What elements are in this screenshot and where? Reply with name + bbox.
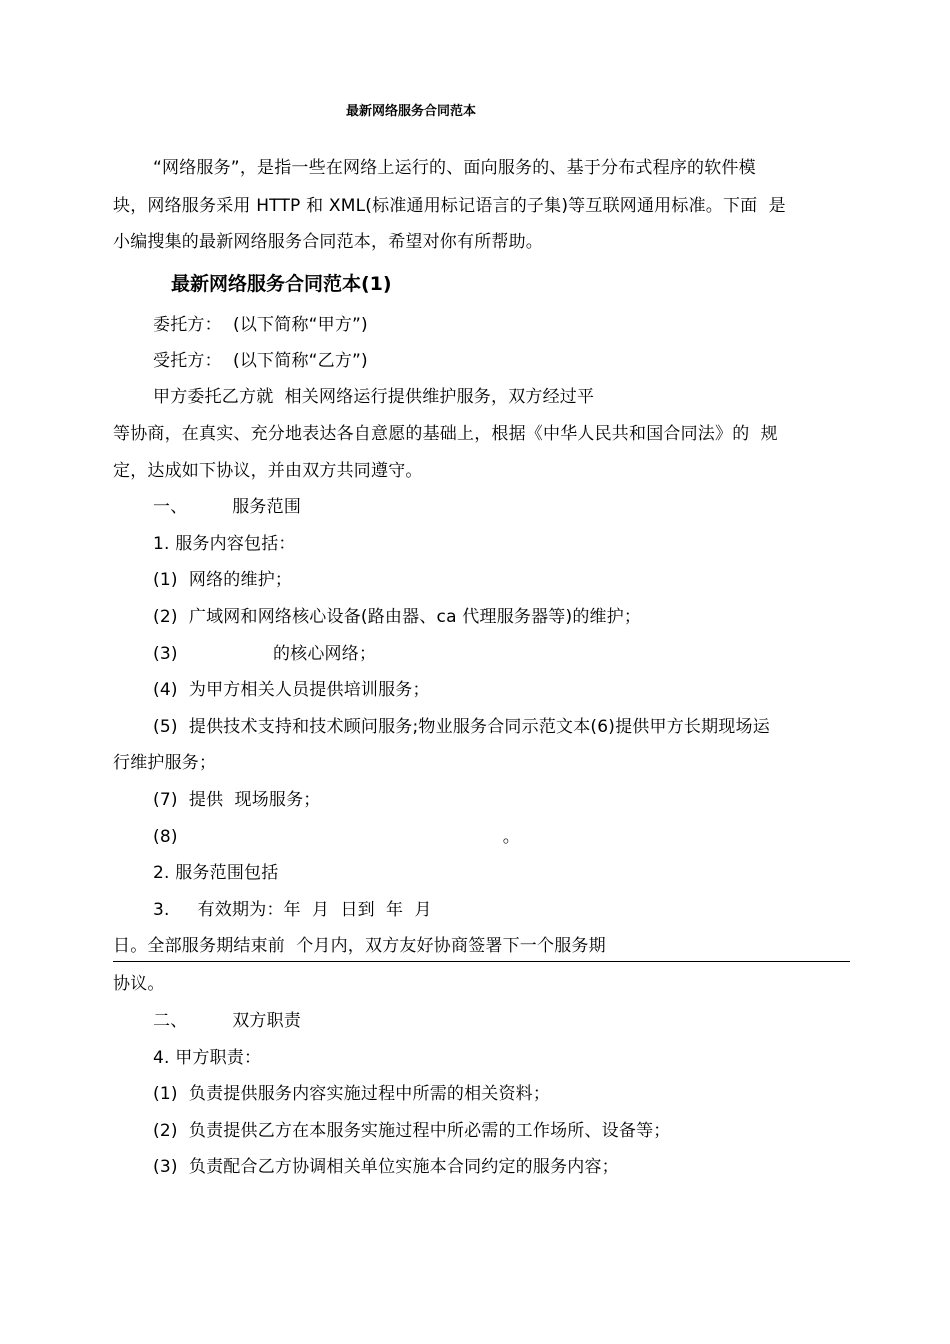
paragraph-line: 定，达成如下协议，并由双方共同遵守。	[113, 461, 423, 481]
paragraph-line: 4. 甲方职责：	[153, 1048, 262, 1068]
section-heading: 一、 服务范围	[153, 497, 302, 517]
paragraph-line: 协议。	[113, 974, 165, 994]
list-item: (3) 负责配合乙方协调相关单位实施本合同约定的服务内容；	[153, 1157, 619, 1177]
intro-line-3: 小编搜集的最新网络服务合同范本，希望对你有所帮助。	[113, 232, 543, 252]
paragraph-line: 1. 服务内容包括：	[153, 534, 296, 554]
list-item-continuation: 行维护服务；	[113, 753, 217, 773]
paragraph-line: 甲方委托乙方就 相关网络运行提供维护服务，双方经过平	[153, 387, 595, 407]
section-title: 最新网络服务合同范本(1)	[171, 273, 392, 295]
document-title: 最新网络服务合同范本	[346, 104, 477, 119]
paragraph-line: 日。全部服务期结束前 个月内，双方友好协商签署下一个服务期	[113, 936, 606, 956]
intro-line-1: “网络服务”，是指一些在网络上运行的、面向服务的、基于分布式程序的软件模	[153, 158, 756, 178]
list-item: (1) 负责提供服务内容实施过程中所需的相关资料；	[153, 1084, 551, 1104]
section-heading: 二、 双方职责	[153, 1011, 302, 1031]
list-item: (8) 。	[153, 827, 520, 847]
horizontal-rule	[113, 961, 850, 962]
paragraph-line: 2. 服务范围包括	[153, 863, 279, 883]
paragraph-line: 等协商，在真实、充分地表达各自意愿的基础上，根据《中华人民共和国合同法》的 规	[113, 424, 778, 444]
intro-line-2: 块，网络服务采用 HTTP 和 XML(标准通用标记语言的子集)等互联网通用标准。下面 是	[113, 196, 786, 216]
paragraph-line: 委托方： (以下简称“甲方”)	[153, 315, 368, 335]
list-item: (7) 提供 现场服务；	[153, 790, 321, 810]
list-item: (1) 网络的维护；	[153, 570, 293, 590]
list-item: (2) 广域网和网络核心设备(路由器、ca 代理服务器等)的维护；	[153, 607, 642, 627]
list-item: (5) 提供技术支持和技术顾问服务;物业服务合同示范文本(6)提供甲方长期现场运	[153, 717, 770, 737]
list-item: (2) 负责提供乙方在本服务实施过程中所必需的工作场所、设备等；	[153, 1121, 671, 1141]
list-item: (4) 为甲方相关人员提供培训服务；	[153, 680, 430, 700]
paragraph-line: 3. 有效期为：年 月 日到 年 月	[153, 900, 432, 920]
paragraph-line: 受托方： (以下简称“乙方”)	[153, 351, 368, 371]
list-item: (3) 的核心网络；	[153, 644, 377, 664]
